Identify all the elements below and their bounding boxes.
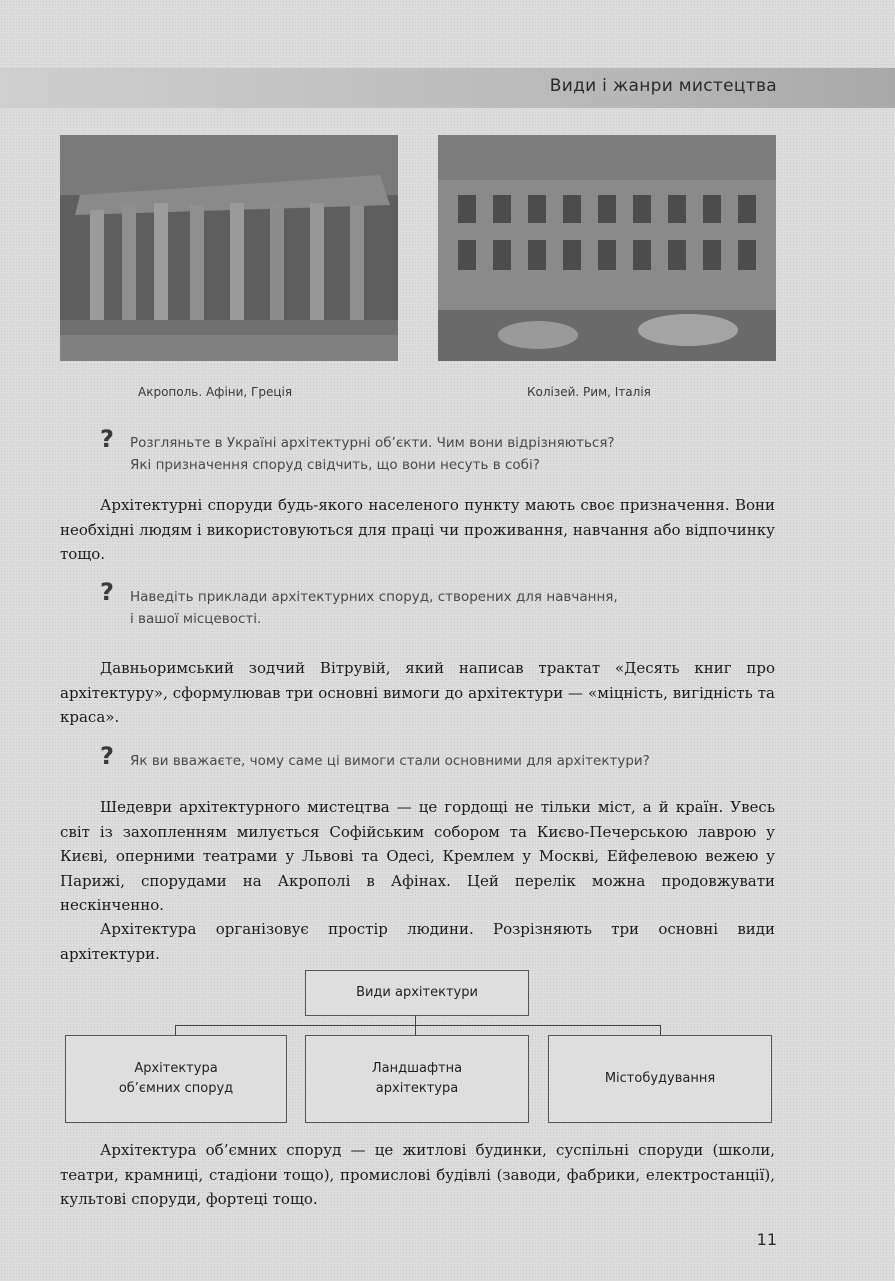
photo-acropolis	[60, 135, 398, 361]
paragraph-4-text: Архітектура організовує простір людини. Розрізняють три основні види архітектури.	[60, 920, 775, 963]
question-2-line-2: і вашої місцевості.	[130, 611, 262, 627]
paragraph-1-text: Архітектурні споруди будь-якого населеного пункту мають своє призначення. Вони необхідні людям і використовуються для праці чи проживання, навчання або відпочинку тощо.	[60, 496, 775, 563]
question-3-line-1: Як ви вважаєте, чому саме ці вимоги стали основними для архітектури?	[130, 753, 650, 769]
paragraph-2	[60, 656, 775, 730]
paragraph-5	[60, 1138, 775, 1212]
diagram-connector	[415, 1025, 416, 1035]
paragraph-1	[60, 493, 775, 567]
paragraph-2-text: Давньоримський зодчий Вітрувій, який написав трактат «Десять книг про архітектуру», сформулював три основні вимоги до архітектури — «міцність, вигідність та краса».	[60, 659, 775, 726]
page-number: 11	[756, 1230, 777, 1249]
question-1-line-1: Розгляньте в Україні архітектурні об’єкти. Чим вони відрізняються?	[130, 435, 615, 451]
diagram-child-box	[305, 1035, 529, 1123]
diagram-child-box	[65, 1035, 287, 1123]
diagram-child-label: об’ємних споруд	[118, 1081, 234, 1096]
question-2	[130, 586, 760, 630]
diagram-connector	[175, 1025, 176, 1035]
photo-caption-acropolis: Акрополь. Афіни, Греція	[138, 385, 293, 399]
question-1-line-2: Які призначення споруд свідчить, що вони несуть в собі?	[130, 457, 540, 473]
diagram-child-label: Ландшафтна	[371, 1061, 463, 1076]
question-2-line-1: Наведіть приклади архітектурних споруд, створених для навчання,	[130, 589, 618, 605]
question-mark-icon: ?	[100, 578, 114, 606]
diagram-child-box	[548, 1035, 772, 1123]
diagram-connector	[415, 1015, 416, 1025]
diagram-connector	[175, 1025, 660, 1026]
question-3	[130, 750, 760, 772]
diagram-child-label: архітектура	[375, 1081, 459, 1096]
paragraph-3-text: Шедеври архітектурного мистецтва — це гордощі не тільки міст, а й країн. Увесь світ із захопленням милується Софійським собором та Києво-Печерською лаврою у Києві, оперними театрами у Львові та Одесі, Кремлем у Москві, Ейфелевою вежею у Парижі, спорудами на Акрополі в Афінах. Цей перелік можна продовжувати нескінченно.	[60, 798, 775, 914]
diagram-root-label: Види архітектури	[356, 985, 478, 1000]
diagram-root-box	[305, 970, 529, 1016]
running-header: Види і жанри мистецтва	[549, 76, 777, 96]
diagram-connector	[660, 1025, 661, 1035]
diagram-child-label: Архітектура	[134, 1061, 218, 1076]
question-1	[130, 432, 760, 476]
paragraph-3	[60, 795, 775, 918]
question-mark-icon: ?	[100, 742, 114, 770]
paragraph-4	[60, 917, 775, 966]
paragraph-5-text: Архітектура об’ємних споруд — це житлові будинки, суспільні споруди (школи, театри, крамниці, стадіони тощо), промислові будівлі (заводи, фабрики, електростанції), культові споруди, фортеці тощо.	[60, 1141, 775, 1208]
photo-colosseum	[438, 135, 776, 361]
question-mark-icon: ?	[100, 425, 114, 453]
diagram-child-label: Містобудування	[604, 1071, 716, 1086]
photo-caption-colosseum: Колізей. Рим, Італія	[527, 385, 651, 399]
